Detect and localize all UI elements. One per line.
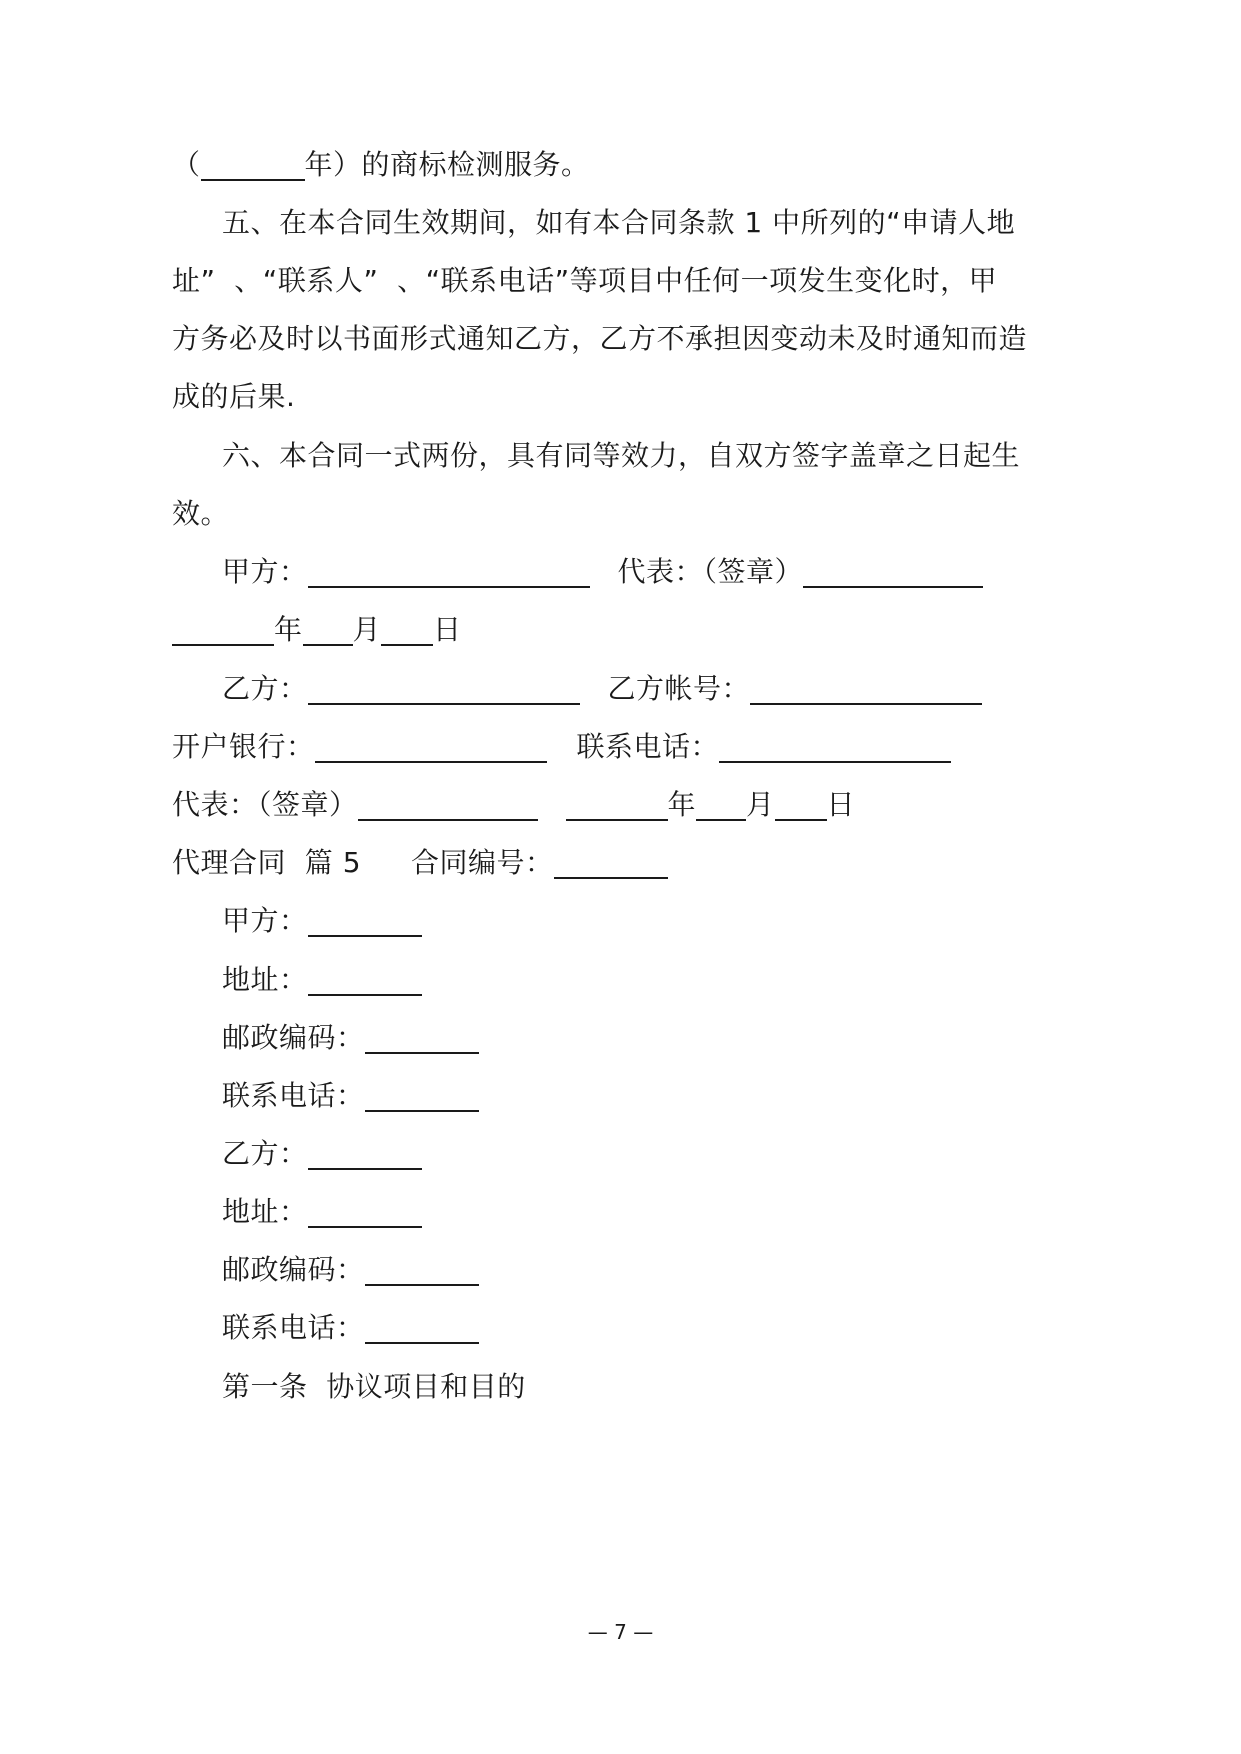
party-a-postcode-blank bbox=[365, 1022, 479, 1054]
party-a-signature-line bbox=[222, 552, 983, 592]
page-number: — 7 — bbox=[587, 1620, 654, 1644]
party-b-representative-line bbox=[172, 785, 855, 825]
party-b-postcode-blank bbox=[365, 1254, 479, 1286]
clause-5-line-4: 成的后果. bbox=[172, 380, 296, 413]
article-1-heading: 第一条 协议项目和目的 bbox=[222, 1370, 526, 1403]
year-label: 年 bbox=[274, 613, 303, 646]
service-term-text: 年）的商标检测服务。 bbox=[304, 148, 590, 181]
party-b-address-blank bbox=[308, 1196, 422, 1228]
contract-number-label: 合同编号： bbox=[411, 846, 554, 879]
representative-sign-label-2: 代表：（签章） bbox=[172, 788, 358, 821]
party-b-postcode-label: 邮政编码： bbox=[222, 1253, 365, 1286]
bank-label: 开户银行： bbox=[172, 730, 315, 763]
party-b-field-label: 乙方： bbox=[222, 1137, 308, 1170]
party-b-label: 乙方： bbox=[222, 672, 308, 705]
party-a-label: 甲方： bbox=[222, 555, 308, 588]
month-blank bbox=[303, 614, 353, 646]
party-b-field-blank bbox=[308, 1138, 422, 1170]
party-b-field bbox=[222, 1134, 422, 1174]
phone-label: 联系电话： bbox=[576, 730, 720, 763]
party-a-address-blank bbox=[308, 964, 422, 996]
party-a-postcode-field bbox=[222, 1018, 479, 1058]
party-b-phone-field bbox=[222, 1308, 479, 1348]
party-b-account-label: 乙方帐号： bbox=[607, 672, 751, 705]
party-a-phone-label: 联系电话： bbox=[222, 1079, 365, 1112]
bank-blank bbox=[315, 731, 547, 763]
month-label: 月 bbox=[352, 613, 382, 646]
party-a-field-label: 甲方： bbox=[222, 904, 308, 937]
party-a-phone-field bbox=[222, 1076, 479, 1116]
party-b-postcode-field bbox=[222, 1250, 479, 1290]
party-a-postcode-label: 邮政编码： bbox=[222, 1021, 365, 1054]
year-label-2: 年 bbox=[667, 788, 697, 821]
service-term-line bbox=[172, 145, 590, 185]
party-a-field-blank bbox=[308, 905, 422, 937]
party-b-signature-line bbox=[222, 669, 982, 709]
day-blank bbox=[381, 614, 433, 646]
party-a-field bbox=[222, 901, 422, 941]
party-a-date-line bbox=[172, 610, 462, 650]
representative-sign-blank-2 bbox=[358, 789, 538, 821]
party-b-blank bbox=[308, 673, 580, 705]
day-label: 日 bbox=[433, 613, 462, 646]
party-a-address-field bbox=[222, 960, 422, 1000]
party-a-address-label: 地址： bbox=[222, 963, 308, 996]
contract-number-blank bbox=[554, 847, 668, 879]
party-b-phone-label: 联系电话： bbox=[222, 1311, 365, 1344]
month-label-2: 月 bbox=[746, 788, 775, 821]
party-a-phone-blank bbox=[365, 1080, 479, 1112]
clause-5-line-3: 方务必及时以书面形式通知乙方，乙方不承担因变动未及时通知而造 bbox=[172, 322, 1028, 355]
bank-phone-line bbox=[172, 727, 951, 767]
year-blank-2 bbox=[566, 789, 668, 821]
representative-sign-blank bbox=[803, 556, 983, 588]
year-blank bbox=[172, 614, 274, 646]
clause-5-line-2: 址” 、“联系人” 、“联系电话”等项目中任何一项发生变化时，甲 bbox=[172, 264, 998, 297]
day-blank-2 bbox=[775, 789, 827, 821]
party-b-address-label: 地址： bbox=[222, 1195, 308, 1228]
years-blank bbox=[201, 149, 305, 181]
party-a-blank bbox=[308, 556, 590, 588]
party-b-address-field bbox=[222, 1192, 422, 1232]
contract-5-title-line bbox=[172, 843, 668, 883]
clause-5-line-1: 五、在本合同生效期间，如有本合同条款 1 中所列的“申请人地 bbox=[222, 206, 1016, 239]
clause-6-line-2: 效。 bbox=[172, 497, 230, 530]
representative-sign-label: 代表：（签章） bbox=[617, 555, 804, 588]
day-label-2: 日 bbox=[826, 788, 856, 821]
month-blank-2 bbox=[696, 789, 746, 821]
party-b-phone-blank bbox=[365, 1312, 479, 1344]
clause-6-line-1: 六、本合同一式两份，具有同等效力，自双方签字盖章之日起生 bbox=[222, 439, 1021, 472]
party-b-account-blank bbox=[750, 673, 982, 705]
open-paren: （ bbox=[172, 148, 201, 181]
contract-5-title: 代理合同 篇 5 bbox=[172, 846, 362, 879]
phone-blank bbox=[719, 731, 951, 763]
